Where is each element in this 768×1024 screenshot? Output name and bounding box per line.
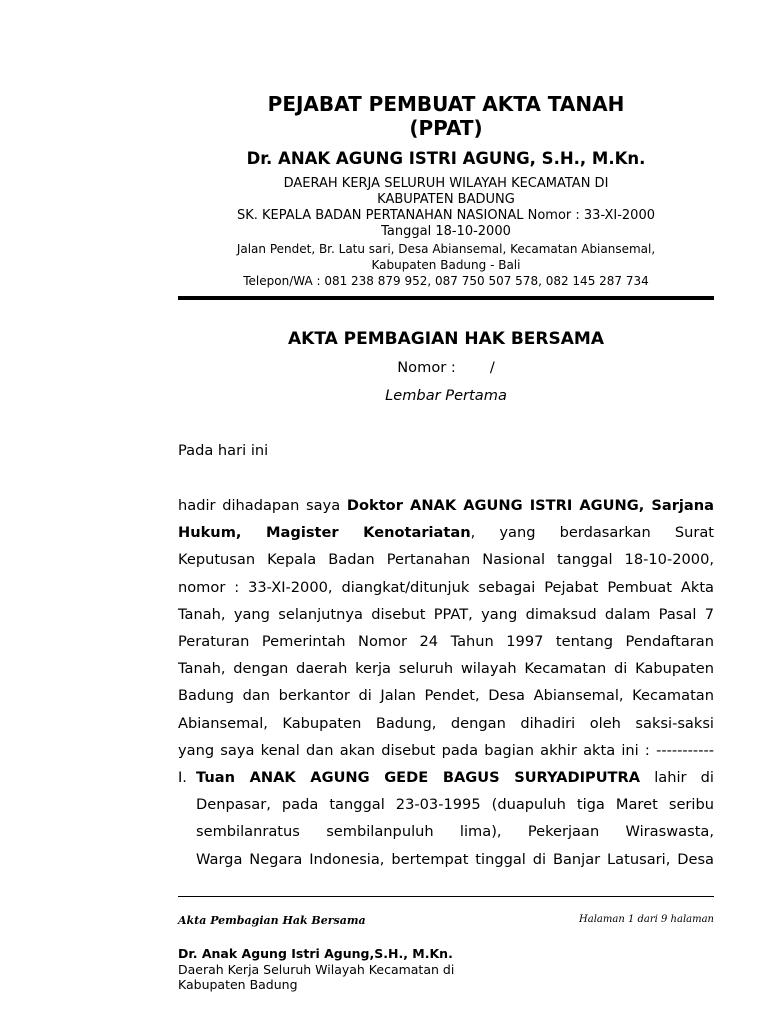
party-line-4: Warga Negara Indonesia, bertempat tinggal di Banjar Latusari, Desa: [196, 850, 714, 868]
deed-heading: [178, 328, 714, 406]
address-line1: Jalan Pendet, Br. Latu sari, Desa Abiansemal, Kecamatan Abiansemal,: [236, 242, 656, 256]
body-line-9: Abiansemal, Kabupaten Badung, dengan dihadiri oleh saksi-saksi: [178, 714, 714, 732]
footer-row: [178, 914, 714, 927]
party-name: Tuan ANAK AGUNG GEDE BAGUS SURYADIPUTRA: [196, 769, 641, 787]
deed-sheet: Lembar Pertama: [385, 387, 507, 404]
footer-divider: [178, 896, 714, 897]
body-line-5: Tanah, yang selanjutnya disebut PPAT, yang dimaksud dalam Pasal 7: [178, 605, 714, 623]
body-line-10: yang saya kenal dan akan disebut pada bagian akhir akta ini : -----------: [178, 741, 714, 759]
work-area-line1: DAERAH KERJA SELURUH WILAYAH KECAMATAN DI: [283, 176, 609, 191]
footer-page-info: Halaman 1 dari 9 halaman: [579, 914, 714, 925]
work-area-line2: KABUPATEN BADUNG: [377, 192, 515, 207]
deed-number-separator: /: [489, 359, 495, 376]
address-line2: Kabupaten Badung - Bali: [371, 258, 521, 272]
header-divider: [178, 296, 714, 300]
deed-title: AKTA PEMBAGIAN HAK BERSAMA: [288, 329, 604, 349]
body-line-1: hadir dihadapan saya Doktor ANAK AGUNG ISTRI AGUNG, Sarjana: [178, 497, 714, 514]
party-item: [178, 764, 714, 873]
footer-signature-block: [178, 946, 714, 992]
body-paragraph: [178, 492, 714, 873]
body-line-6: Peraturan Pemerintah Nomor 24 Tahun 1997 tentang Pendaftaran: [178, 633, 714, 651]
footer-name: Dr. Anak Agung Istri Agung,S.H., M.Kn.: [178, 946, 453, 961]
party-line-1: Tuan ANAK AGUNG GEDE BAGUS SURYADIPUTRA lahir di: [196, 769, 714, 787]
phone-line: Telepon/WA : 081 238 879 952, 087 750 507 578, 082 145 287 734: [243, 274, 649, 288]
party-line-3: sembilanratus sembilanpuluh lima), Pekerjaan Wiraswasta,: [196, 823, 714, 841]
sk-date: Tanggal 18-10-2000: [381, 224, 511, 239]
deed-number: [178, 358, 714, 378]
party-number: I.: [178, 769, 187, 787]
letterhead: [178, 92, 714, 289]
office-title: PEJABAT PEMBUAT AKTA TANAH: [267, 92, 625, 116]
footer-area-line2: Kabupaten Badung: [178, 977, 298, 992]
sk-line: SK. KEPALA BADAN PERTANAHAN NASIONAL Nomor : 33-XI-2000: [236, 208, 655, 223]
deed-number-label: Nomor :: [397, 359, 456, 376]
body-line-4: nomor : 33-XI-2000, diangkat/ditunjuk sebagai Pejabat Pembuat Akta: [178, 578, 714, 596]
body-line-8: Badung dan berkantor di Jalan Pendet, Desa Abiansemal, Kecamatan: [178, 687, 714, 705]
official-name: Dr. ANAK AGUNG ISTRI AGUNG, S.H., M.Kn.: [246, 149, 646, 168]
body-line-3: Keputusan Kepala Badan Pertanahan Nasional tanggal 18-10-2000,: [178, 551, 714, 569]
notary-name: Doktor ANAK AGUNG ISTRI AGUNG, Sarjana: [346, 497, 714, 514]
office-abbrev: (PPAT): [409, 116, 483, 140]
footer-doc-title: Akta Pembagian Hak Bersama: [178, 914, 366, 927]
opening-line: Pada hari ini: [178, 442, 269, 459]
footer-area-line1: Daerah Kerja Seluruh Wilayah Kecamatan di: [178, 962, 455, 977]
body-line-7: Tanah, dengan daerah kerja seluruh wilayah Kecamatan di Kabupaten: [178, 660, 714, 678]
party-line-2: Denpasar, pada tanggal 23-03-1995 (duapuluh tiga Maret seribu: [196, 796, 714, 814]
notary-title: Hukum, Magister Kenotariatan: [178, 524, 471, 542]
body-line-2: Hukum, Magister Kenotariatan, yang berdasarkan Surat: [178, 524, 715, 542]
